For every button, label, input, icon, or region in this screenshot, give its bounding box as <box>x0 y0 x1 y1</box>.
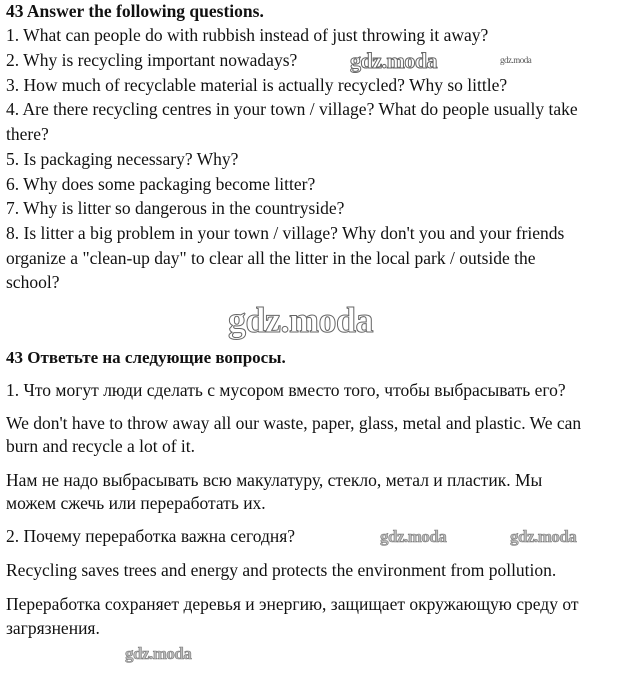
watermark: gdz.moda <box>380 527 447 546</box>
question-line: 2. Почему переработка важна сегодня? <box>6 526 296 546</box>
russian-heading: 43 Ответьте на следующие вопросы. <box>6 348 286 367</box>
watermark: gdz.moda <box>228 300 374 340</box>
question-line: 8. Is litter a big problem in your town / village? Why don't you and your friends <box>6 223 565 243</box>
question-line: school? <box>6 272 60 292</box>
answer-line: Переработка сохраняет деревья и энергию, защищает окружающую среду от <box>6 594 579 614</box>
question-line: 7. Why is litter so dangerous in the countryside? <box>6 198 345 218</box>
question-line: 1. What can people do with rubbish instead of just throwing it away? <box>6 25 489 45</box>
watermark: gdz.moda <box>350 48 438 73</box>
question-line: 5. Is packaging necessary? Why? <box>6 149 239 169</box>
question-line: 3. How much of recyclable material is actually recycled? Why so little? <box>6 75 508 95</box>
watermark: gdz.moda <box>510 527 577 546</box>
answer-line: Нам не надо выбрасывать всю макулатуру, стекло, метал и пластик. Мы <box>6 470 543 490</box>
answer-line: загрязнения. <box>6 618 100 638</box>
watermark: gdz.moda <box>500 55 532 65</box>
question-line: 6. Why does some packaging become litter? <box>6 174 316 194</box>
answer-line: Recycling saves trees and energy and protects the environment from pollution. <box>6 560 557 580</box>
question-line: 4. Are there recycling centres in your town / village? What do people usually take <box>6 99 578 119</box>
english-heading: 43 Answer the following questions. <box>6 1 264 21</box>
answer-line: burn and recycle a lot of it. <box>6 436 196 456</box>
answer-line: можем сжечь или переработать их. <box>6 493 266 513</box>
question-line: there? <box>6 124 49 144</box>
question-line: 1. Что могут люди сделать с мусором вместо того, чтобы выбрасывать его? <box>6 380 566 400</box>
question-line: 2. Why is recycling important nowadays? <box>6 50 298 70</box>
question-line: organize a "clean-up day" to clear all the litter in the local park / outside the <box>6 248 536 268</box>
watermark: gdz.moda <box>125 644 192 663</box>
answer-line: We don't have to throw away all our waste, paper, glass, metal and plastic. We can <box>6 413 582 433</box>
